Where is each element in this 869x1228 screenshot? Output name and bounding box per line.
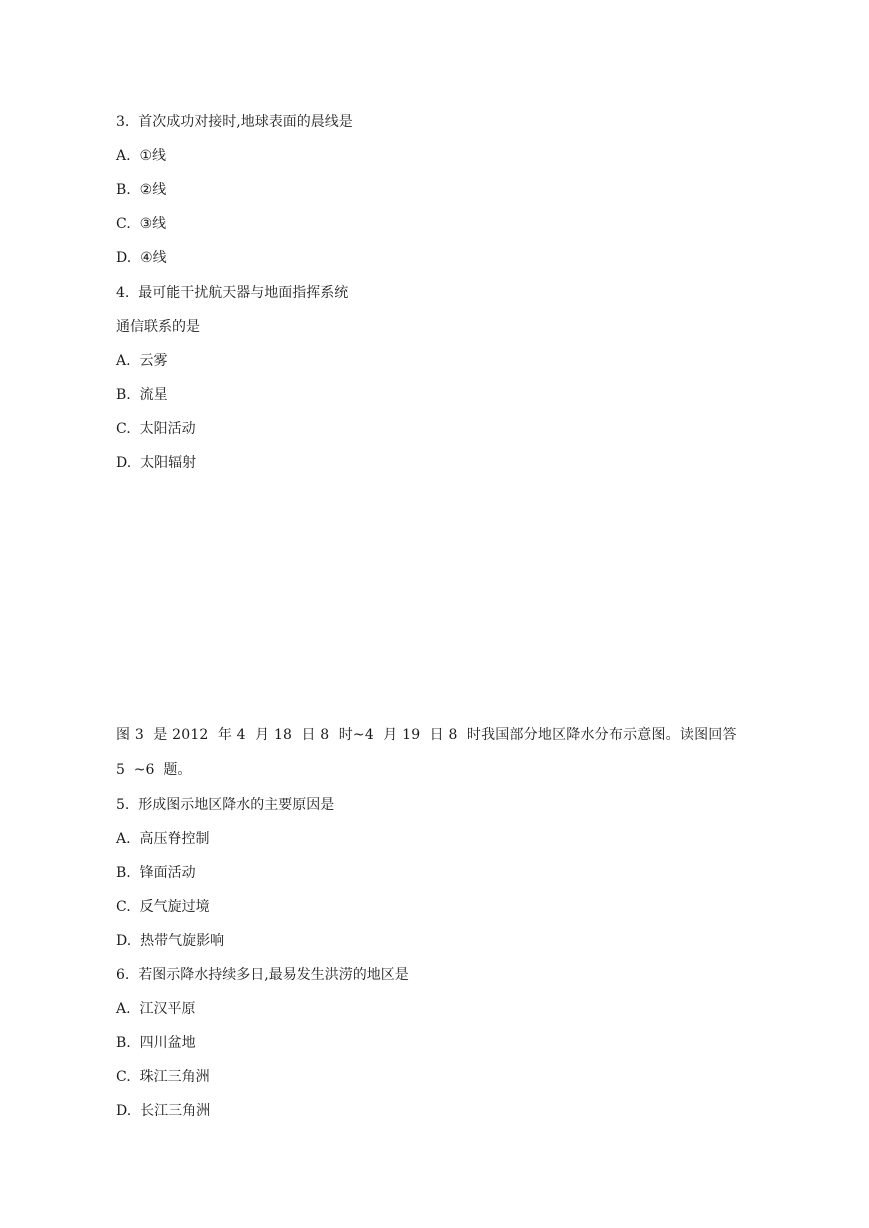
intro-line2: 5 ~6 题。 xyxy=(116,762,192,778)
question-5-option-a: A. 高压脊控制 xyxy=(116,831,210,847)
question-3-option-b: B. ②线 xyxy=(116,182,167,198)
question-5-option-d: D. 热带气旋影响 xyxy=(116,933,225,949)
intro-line1: 图 3 是 2012 年 4 月 18 日 8 时~4 月 19 日 8 时我国部分地区降水分布示意图。读图回答 xyxy=(116,727,737,743)
question-5-option-c: C. 反气旋过境 xyxy=(116,899,210,915)
question-6-stem: 6. 若图示降水持续多日,最易发生洪涝的地区是 xyxy=(116,967,409,983)
question-6-option-a: A. 江汉平原 xyxy=(116,1001,196,1017)
question-4-option-b: B. 流星 xyxy=(116,387,168,403)
question-3-option-d: D. ④线 xyxy=(116,250,167,266)
question-6-option-b: B. 四川盆地 xyxy=(116,1035,196,1051)
question-5-option-b: B. 锋面活动 xyxy=(116,865,196,881)
question-3-option-c: C. ③线 xyxy=(116,216,167,232)
question-4-option-d: D. 太阳辐射 xyxy=(116,455,197,471)
question-4-option-a: A. 云雾 xyxy=(116,353,168,369)
question-4-stem-line2: 通信联系的是 xyxy=(116,319,200,335)
question-3-stem: 3. 首次成功对接时,地球表面的晨线是 xyxy=(116,114,353,130)
question-4-stem-line1: 4. 最可能干扰航天器与地面指挥系统 xyxy=(116,285,349,301)
question-6-option-c: C. 珠江三角洲 xyxy=(116,1069,210,1085)
question-6-option-d: D. 长江三角洲 xyxy=(116,1103,211,1119)
question-5-stem: 5. 形成图示地区降水的主要原因是 xyxy=(116,797,335,813)
question-4-option-c: C. 太阳活动 xyxy=(116,421,196,437)
question-3-option-a: A. ①线 xyxy=(116,148,167,164)
